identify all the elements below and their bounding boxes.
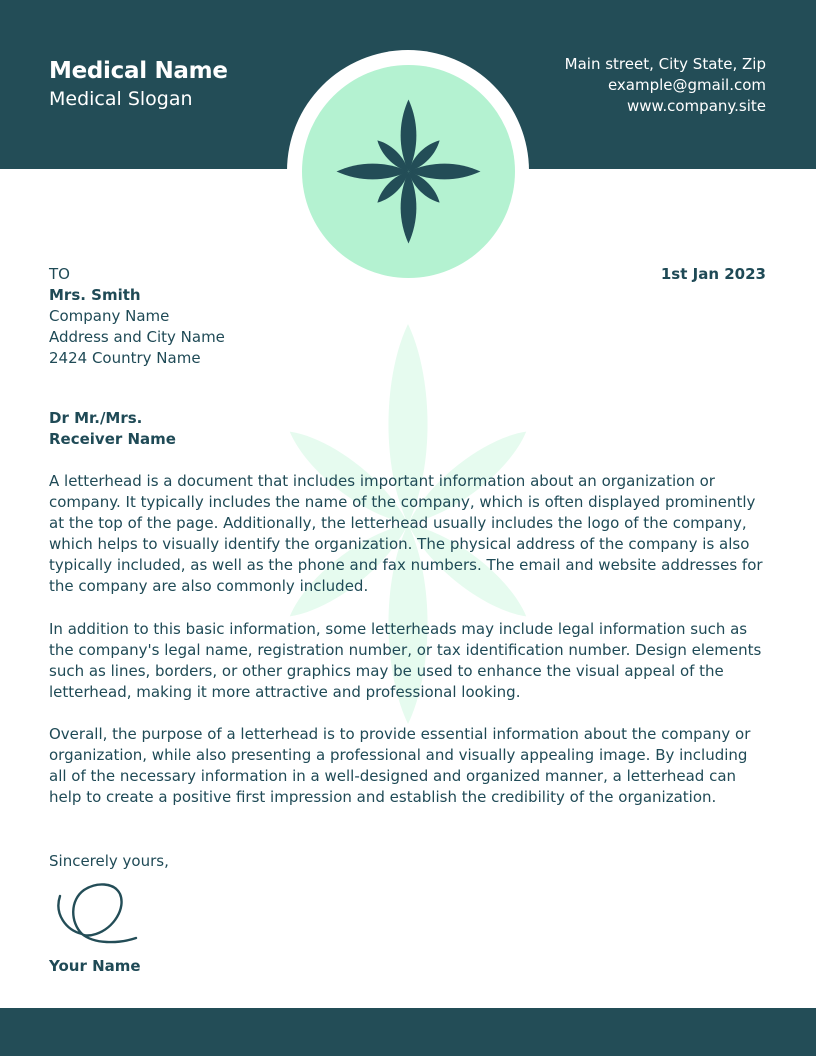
contact-email: example@gmail.com [607,76,766,94]
contact-website: www.company.site [626,97,766,115]
salutation [49,408,176,450]
letter-date: 1st Jan 2023 [660,265,766,283]
flower-logo-icon [302,65,515,278]
salutation-line-2: Receiver Name [49,430,176,448]
company-slogan: Medical Slogan [49,88,193,110]
recipient-block [49,285,225,369]
body-paragraph-2: In addition to this basic information, some letterheads may include legal information such as the company's legal name, registration number, or tax identification number. Design elements such as lines, borders, or other graphics may be used to enhance the visual appeal of the letterhead, making it more attractive and professional looking. [49,620,762,701]
salutation-line-1: Dr Mr./Mrs. [49,409,143,427]
closing-line: Sincerely yours, [49,852,169,870]
signature-scribble [52,878,142,950]
to-label: TO [49,265,70,283]
body-paragraph-1: A letterhead is a document that includes important information about an organization or company. It typically includes the name of the company, which is often displayed prominently at the top of the page. Additionally, the letterhead usually includes the logo of the company, which helps to visually identify the organization. The physical address of the company is also typically included, as well as the phone and fax numbers. The email and website addresses for the company are also commonly included. [49,472,763,595]
footer-band [0,1008,816,1056]
recipient-country: 2424 Country Name [49,349,201,367]
signer-name: Your Name [49,957,141,975]
contact-block [565,54,766,117]
company-name: Medical Name [49,58,228,84]
recipient-name: Mrs. Smith [49,286,141,304]
recipient-company: Company Name [49,307,170,325]
recipient-address: Address and City Name [49,328,225,346]
body-paragraph-3: Overall, the purpose of a letterhead is to provide essential information about the company or organization, while also presenting a professional and visually appealing image. By including all of the necessary information in a well-designed and organized manner, a letterhead can help to create a positive first impression and establish the credibility of the organization. [49,725,751,806]
contact-address: Main street, City State, Zip [564,55,766,73]
